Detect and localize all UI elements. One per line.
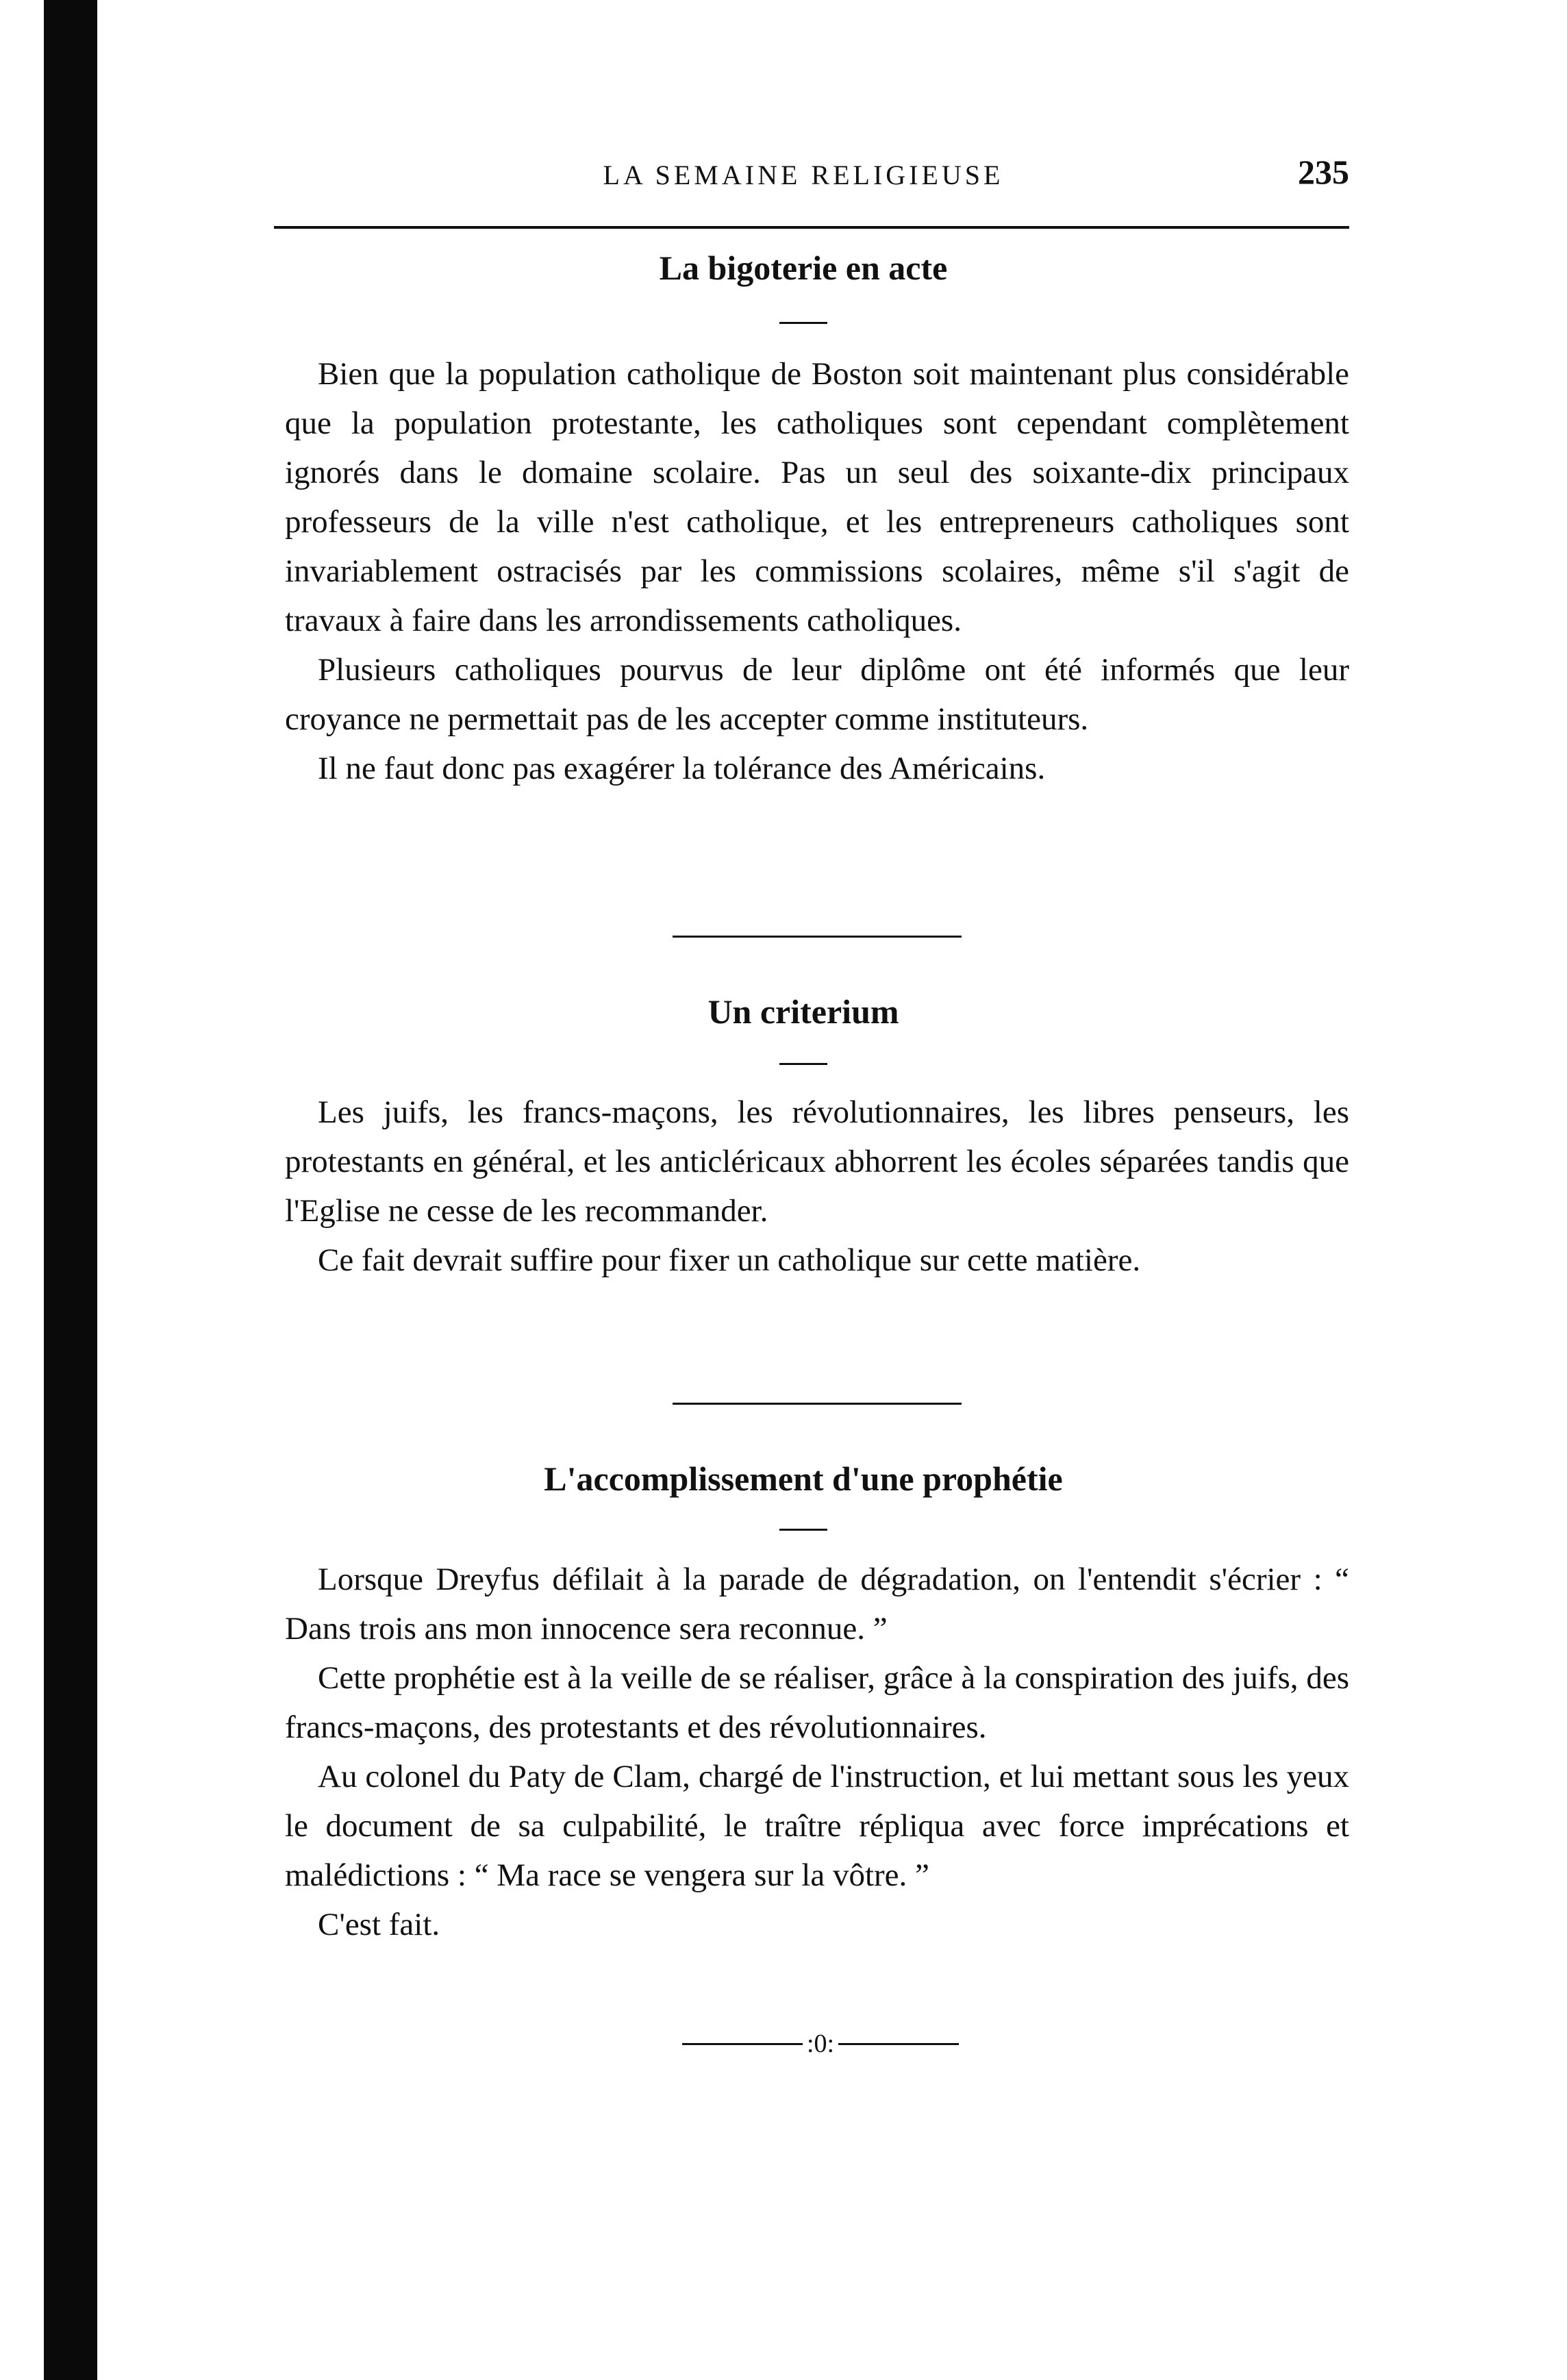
section-title-2: Un criterium xyxy=(707,992,899,1031)
title-dash-2 xyxy=(779,1063,827,1065)
paragraph: C'est fait. xyxy=(318,1907,440,1942)
section-title-1: La bigoterie en acte xyxy=(659,249,948,287)
paragraph: Plusieurs catholiques pourvus de leur diplôme ont été informés que leur croyance ne permettait pas de les accepter comme instituteurs. xyxy=(285,652,1349,737)
end-mark-line-right xyxy=(838,2043,959,2045)
section-title-3: L'accomplissement d'une prophétie xyxy=(544,1460,1063,1498)
page-header xyxy=(258,152,1349,200)
section-body-1 xyxy=(285,349,1349,793)
paragraph: Ce fait devrait suffire pour fixer un catholique sur cette matière. xyxy=(318,1242,1141,1278)
paragraph: Lorsque Dreyfus défilait à la parade de dégradation, on l'entendit s'écrier : “ Dans trois ans mon innocence sera reconnue. ” xyxy=(285,1562,1349,1646)
page-binding-edge xyxy=(44,0,97,2380)
paragraph: Il ne faut donc pas exagérer la tolérance des Américains. xyxy=(318,751,1046,786)
end-mark-line-left xyxy=(682,2043,803,2045)
section-body-2 xyxy=(285,1088,1349,1285)
header-rule xyxy=(274,226,1349,229)
end-mark-text: :0: xyxy=(806,2029,835,2058)
paragraph: Au colonel du Paty de Clam, chargé de l'instruction, et lui mettant sous les yeux le document de sa culpabilité, le traître répliqua avec force imprécations et malédictions : “ Ma race se vengera sur la vôtre. ” xyxy=(285,1759,1349,1893)
end-mark xyxy=(682,2029,959,2059)
page-number: 235 xyxy=(1298,153,1349,191)
paragraph: Cette prophétie est à la veille de se réaliser, grâce à la conspiration des juifs, des francs-maçons, des protestants et des révolutionnaires. xyxy=(285,1660,1349,1745)
paragraph: Bien que la population catholique de Boston soit maintenant plus considérable que la population protestante, les catholiques sont cependant complètement ignorés dans le domaine scolaire. Pas un seul des soixante-dix principaux professeurs de la ville n'est catholique, et les entrepreneurs catholiques sont invariablement ostracisés par les commissions scolaires, même s'il s'agit de travaux à faire dans les arrondissements catholiques. xyxy=(285,356,1349,638)
title-dash-1 xyxy=(779,322,827,324)
running-head: LA SEMAINE RELIGIEUSE xyxy=(603,160,1004,190)
paragraph: Les juifs, les francs-maçons, les révolutionnaires, les libres penseurs, les protestants en général, et les anticléricaux abhorrent les écoles séparées tandis que l'Eglise ne cesse de les recommander. xyxy=(285,1094,1349,1229)
section-separator-2 xyxy=(673,1403,962,1405)
section-separator-1 xyxy=(673,936,962,938)
title-dash-3 xyxy=(779,1529,827,1531)
section-body-3 xyxy=(285,1555,1349,1949)
